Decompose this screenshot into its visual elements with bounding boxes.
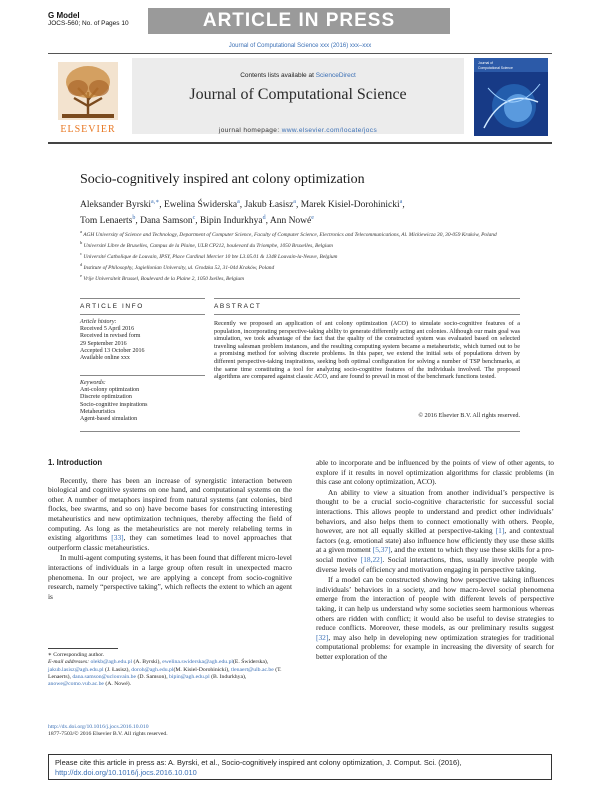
ref-line: JOCS-560; No. of Pages 10 <box>48 20 129 27</box>
author <box>164 200 240 210</box>
author-name: Ann Nowé <box>269 216 312 227</box>
history-list <box>80 326 205 362</box>
paragraph-text: , they can sometimes lead to novel approaches that outperform classic metaheuristics. <box>48 533 292 552</box>
homepage-link[interactable]: www.elsevier.com/locate/jocs <box>281 127 378 134</box>
citation-link[interactable]: [32] <box>316 632 329 642</box>
body-column-right <box>316 458 554 662</box>
email-link[interactable]: olekb@agh.edu.pl <box>90 659 133 666</box>
author <box>301 200 403 210</box>
history-item: 29 September 2016 <box>80 340 127 347</box>
svg-text:ELSEVIER: ELSEVIER <box>60 124 116 135</box>
paragraph-text: , and the extent to which they use these skills for a pro-social motive <box>316 545 554 564</box>
history-item: Received 5 April 2016 <box>80 326 135 333</box>
abstract-text: Recently we proposed an application of ant colony optimization (ACO) to simulate socio-cognitive features of a population, incorporating perspective-taking ability to generate differently acting ant colonies. Although our main goal was simulation, we took advantage of the fact that the quality of the constructed system was evaluated based on selected traveling salesman problem instances, and the resulting computing system became a metaheuristic, which turned out to be a promising method for solving discrete problems. In this paper, we extend the initial sets of populations driven by different perspective-taking inspirations, seeking both optimal configuration for solving a number of TSP benchmarks, at the same time constituting a tool for analyzing socio-cognitive features of the individuals involved. The proposed algorithms are compared against classic ACO, and are found to prevail in most of the benchmark functions tested. <box>214 320 520 381</box>
history-item: Received in revised form <box>80 333 141 340</box>
sciencedirect-link[interactable]: ScienceDirect <box>315 72 356 79</box>
author-name: Ewelina Świderska <box>163 200 238 211</box>
author-affiliation-marker[interactable]: a <box>237 199 240 205</box>
running-header <box>48 12 129 28</box>
email-link[interactable]: doroh@agh.edu.pl <box>131 666 174 673</box>
email-owner: (M. Kisiel-Dorohinicki), <box>173 666 231 673</box>
body-column-left <box>48 458 292 602</box>
header-top-rule <box>48 53 552 54</box>
affiliation-marker: a <box>80 229 82 234</box>
email-label: E-mail addresses: <box>48 659 91 666</box>
author-affiliation-marker[interactable]: c <box>192 215 196 222</box>
article-info-subrule <box>80 314 205 315</box>
author <box>80 216 135 226</box>
affiliation-text: Vrije Universiteit Brussel, Boulevard de la Plaine 2, 1050 Ixelles, Belgium <box>82 275 244 282</box>
keyword-item: Ant-colony optimization <box>80 387 140 394</box>
cover-image-icon <box>474 58 548 136</box>
history-item: Accepted 13 October 2016 <box>80 347 145 354</box>
author-affiliation-marker[interactable]: a <box>293 199 296 205</box>
paragraph: In multi-agent computing systems, it has been found that different micro-level interactions of individuals in a large group often result in unexpected macro phenomena. In our project, we are applying a concept from socio-cognitive research, namely “perspective taking”, which reflects the extent to which an agent is <box>48 553 292 601</box>
paragraph <box>316 575 554 661</box>
affiliation-text: Université Libre de Bruxelles, Campus de la Plaine, ULB CP212, boulevard du Triomphe, 1050 Bruxelles, Belgium <box>82 242 333 249</box>
affiliation <box>80 261 540 272</box>
article-in-press-banner: ARTICLE IN PRESS <box>148 8 450 34</box>
article-info-heading: ARTICLE INFO <box>80 303 144 310</box>
paragraph-text: , may also help in developing new optimization strategies for traditional computational problems: for example in increasing the diversity of search for better exploration of the <box>316 632 554 661</box>
email-link[interactable]: anowe@como.vub.ac.be <box>48 681 104 688</box>
author-list: Aleksander Byrski$^{a,∗}$, Ewelina Świderska$^a$, Jakub Łasisz$^a$, Marek Kisiel-Dorohinicki$^a$, Tom Lenaerts$^b$, Dana Samson$^c$, Bipin Indurkhya$^d$, Ann Nowé$^e$ <box>80 199 405 227</box>
author-name: Bipin Indurkhya <box>200 216 263 227</box>
corresponding-author-note: ∗ Corresponding author. <box>48 652 105 658</box>
email-owner: (D. Samson), <box>136 673 170 680</box>
paragraph-text: Recently, there has been an increase of synergistic interaction between biological and cognitive systems on one hand, and computational systems on the other. A number of metaphors inspired from natural systems (ant colonies, bird flocks, bee swarms, and so on) have become bases for constructing interesting metaheuristics and new optimization techniques, thereby affecting the field of computing. As long as the metaheuristics are not merely relabeling terms in existing algorithms <box>48 475 292 543</box>
issn-line: 1877-7503/© 2016 Elsevier B.V. All rights reserved. <box>48 731 168 738</box>
journal-cover-thumbnail <box>474 58 548 136</box>
doi-link[interactable]: http://dx.doi.org/10.1016/j.jocs.2016.10.010 <box>48 724 149 730</box>
affiliation <box>80 228 540 239</box>
keywords-list <box>80 387 205 423</box>
affiliation-marker: c <box>80 251 82 256</box>
author <box>270 216 314 226</box>
author-affiliation-marker[interactable]: d <box>262 215 266 222</box>
email-owner: (B. Indurkhya), <box>209 673 247 680</box>
affiliation <box>80 239 540 250</box>
homepage-prefix: journal homepage: <box>218 127 282 134</box>
email-owner: (E. Świderska), <box>233 659 269 666</box>
history-label: Article history: <box>80 319 117 325</box>
author-affiliation-marker[interactable]: a <box>399 199 403 205</box>
author <box>200 216 266 226</box>
affiliation-text: Institute of Philosophy, Jagiellonian University, ul. Grodzka 52, 31-044 Kraków, Poland <box>82 264 275 271</box>
footnote-rule <box>48 648 118 649</box>
affiliation-text: Université Catholique de Louvain, IPSY, Place Cardinal Mercier 10 bte L3.05.01 & 1348 Louvain-la-Neuve, Belgium <box>82 253 338 260</box>
abstract-heading: ABSTRACT <box>214 303 262 310</box>
email-owner: (A. Byrski), <box>132 659 163 666</box>
abstract-subrule <box>214 314 520 315</box>
section-title-introduction: 1. Introduction <box>48 458 103 467</box>
email-link[interactable]: bipin@agh.edu.pl <box>169 673 210 680</box>
email-link[interactable]: jakub.lasisz@agh.edu.pl <box>48 666 104 673</box>
author-name: Tom Lenaerts <box>80 216 133 227</box>
citation-link[interactable]: [18,22] <box>360 554 383 564</box>
email-link[interactable]: tlenaert@ulb.ac.be <box>230 666 274 673</box>
history-item: Available online xxx <box>80 355 130 362</box>
paragraph-text: , and contextual factors (e.g. emotional state) also influence how efficiently they use these skills at a given moment <box>316 526 554 555</box>
author-affiliation-marker[interactable]: a,∗ <box>150 199 160 205</box>
affiliation <box>80 250 540 261</box>
author-affiliation-marker[interactable]: b <box>132 215 136 222</box>
paragraph <box>48 476 292 553</box>
email-owner: (J. Łasisz), <box>103 666 132 673</box>
affiliation-list <box>80 228 540 283</box>
g-model-label: G Model <box>48 11 80 20</box>
affiliation <box>80 272 540 283</box>
copyright-notice: © 2016 Elsevier B.V. All rights reserved. <box>418 412 520 419</box>
affiliation-marker: e <box>80 273 82 278</box>
journal-issue-link[interactable]: Journal of Computational Science xxx (2016) xxx–xxx <box>228 43 372 49</box>
contents-prefix: Contents lists available at <box>240 72 316 79</box>
paragraph-text: . Social interactions, thus, usually involve people with diverse levels of efficiency and motivation engaging in perspective taking. <box>316 554 554 574</box>
svg-text:Journal of: Journal of <box>478 61 493 65</box>
article-history <box>80 319 205 362</box>
keyword-item: Discrete optimization <box>80 394 132 401</box>
elsevier-tree-icon <box>52 58 124 136</box>
citation-link[interactable]: [33] <box>111 533 124 543</box>
paragraph: able to incorporate and be influenced by the points of view of other agents, to explore if it results in novel optimization algorithms for classic problems (in this case ant colony optimization, ACO). <box>316 458 554 487</box>
author-name: Jakub Łasisz <box>244 200 294 211</box>
journal-homepage <box>132 127 464 134</box>
email-link[interactable]: dana.samson@uclouvain.be <box>72 673 137 680</box>
doi-block <box>48 724 292 739</box>
author-affiliation-marker[interactable]: e <box>311 215 314 222</box>
abstract-rule <box>214 298 520 299</box>
keywords-rule <box>80 375 205 376</box>
footnotes <box>48 652 292 688</box>
paragraph-text: An ability to view a situation from another individual’s perspective is thought to be a crucial socio-cognitive characteristic for successful social interactions. This allows people to understand and predict other individuals’ behaviors, and also helps them to connect emotionally with others. People, however, are not all equally skilled at perspective-taking <box>316 487 554 536</box>
paragraph-text: If a model can be constructed showing how perspective taking influences individuals’ behaviors in a society, and how macro-level social phenomena emerge from the interaction of people with different levels of perspective taking, it can help us understand why some societies seem harmonious whereas others are ridden with conflict; it would also be useful to devise strategies to reduce conflicts. Moreover, these models, as our preliminary results suggest <box>316 575 554 633</box>
journal-title: Journal of Computational Science <box>189 86 407 103</box>
email-owner: (T. Lenaerts), <box>48 666 282 680</box>
email-addresses <box>48 659 292 688</box>
keyword-item: Socio-cognitive inspirations <box>80 401 148 408</box>
author <box>140 216 195 226</box>
author <box>80 200 159 210</box>
keywords-label: Keywords: <box>80 380 106 386</box>
citation-link[interactable]: [5,37] <box>372 545 391 555</box>
svg-text:Computational Science: Computational Science <box>478 66 513 70</box>
contents-availability <box>132 72 464 79</box>
affiliation-text: AGH University of Science and Technology, Department of Computer Science, Faculty of Computer Science, Electronics and Telecommunications, Al. Mickiewicza 30, 30-059 Kraków, Poland <box>82 231 497 238</box>
citation-text: Please cite this article in press as: A. Byrski, et al., Socio-cognitively inspired ant colony optimization, J. Comput. Sci. (2016), <box>55 758 462 767</box>
header-bottom-rule <box>48 142 552 144</box>
elsevier-logo <box>52 58 124 136</box>
keyword-item: Metaheuristics <box>80 408 116 415</box>
citation-doi-link[interactable]: http://dx.doi.org/10.1016/j.jocs.2016.10.010 <box>55 767 197 777</box>
paragraph <box>316 488 554 574</box>
article-info-rule <box>80 298 205 299</box>
citation-link[interactable]: [1] <box>495 526 505 536</box>
author <box>244 200 295 210</box>
author-name: Marek Kisiel-Dorohinicki <box>300 200 400 211</box>
email-link[interactable]: ewelina.swiderska@agh.edu.pl <box>162 659 233 666</box>
paper-title: Socio-cognitively inspired ant colony optimization <box>80 172 365 187</box>
email-owner: (A. Nowé). <box>103 681 132 688</box>
keyword-item: Agent-based simulation <box>80 416 138 423</box>
front-matter-end-rule <box>80 431 520 432</box>
citation-box <box>48 754 552 780</box>
author-name: Dana Samson <box>140 216 193 227</box>
affiliation-marker: b <box>80 240 83 245</box>
keywords <box>80 380 205 423</box>
affiliation-marker: d <box>80 262 83 267</box>
author-name: Aleksander Byrski <box>80 200 151 211</box>
